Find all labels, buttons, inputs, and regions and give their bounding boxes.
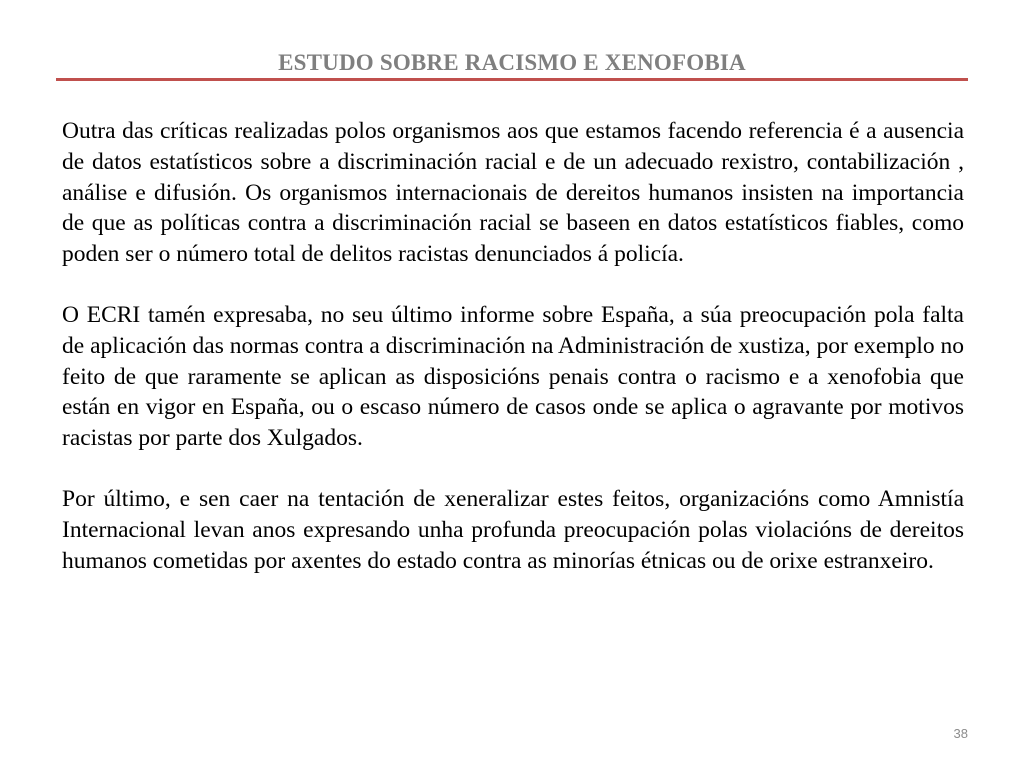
title-underline [56, 78, 968, 81]
slide-title: ESTUDO SOBRE RACISMO E XENOFOBIA [278, 50, 746, 75]
paragraph-2: O ECRI tamén expresaba, no seu último informe sobre España, a súa preocupación pola falta de aplicación das normas contra a discriminación na Administración de xustiza, por exemplo no feito de que raramente se aplican as disposicións penais contra o racismo e a xenofobia que están en vigor en España, ou o escaso número de casos onde se aplica o agravante por motivos racistas por parte dos Xulgados. [62, 301, 964, 452]
paragraph-3: Por último, e sen caer na tentación de xeneralizar estes feitos, organizacións como Amnistía Internacional levan anos expresando unha profunda preocupación polas violacións de dereitos humanos cometidas por axentes do estado contra as minorías étnicas ou de orixe estranxeiro. [62, 485, 964, 574]
page-number: 38 [953, 726, 968, 741]
paragraph-1: Outra das críticas realizadas polos organismos aos que estamos facendo referencia é a ausencia de datos estatísticos sobre a discriminación racial e de un adecuado rexistro, contabilización , análise e difusión. Os organismos internacionais de dereitos humanos insisten na importancia de que as políticas contra a discriminación racial se baseen en datos estatísticos fiables, como poden ser o número total de delitos racistas denunciados á policía. [62, 118, 964, 268]
slide-body [62, 116, 964, 606]
